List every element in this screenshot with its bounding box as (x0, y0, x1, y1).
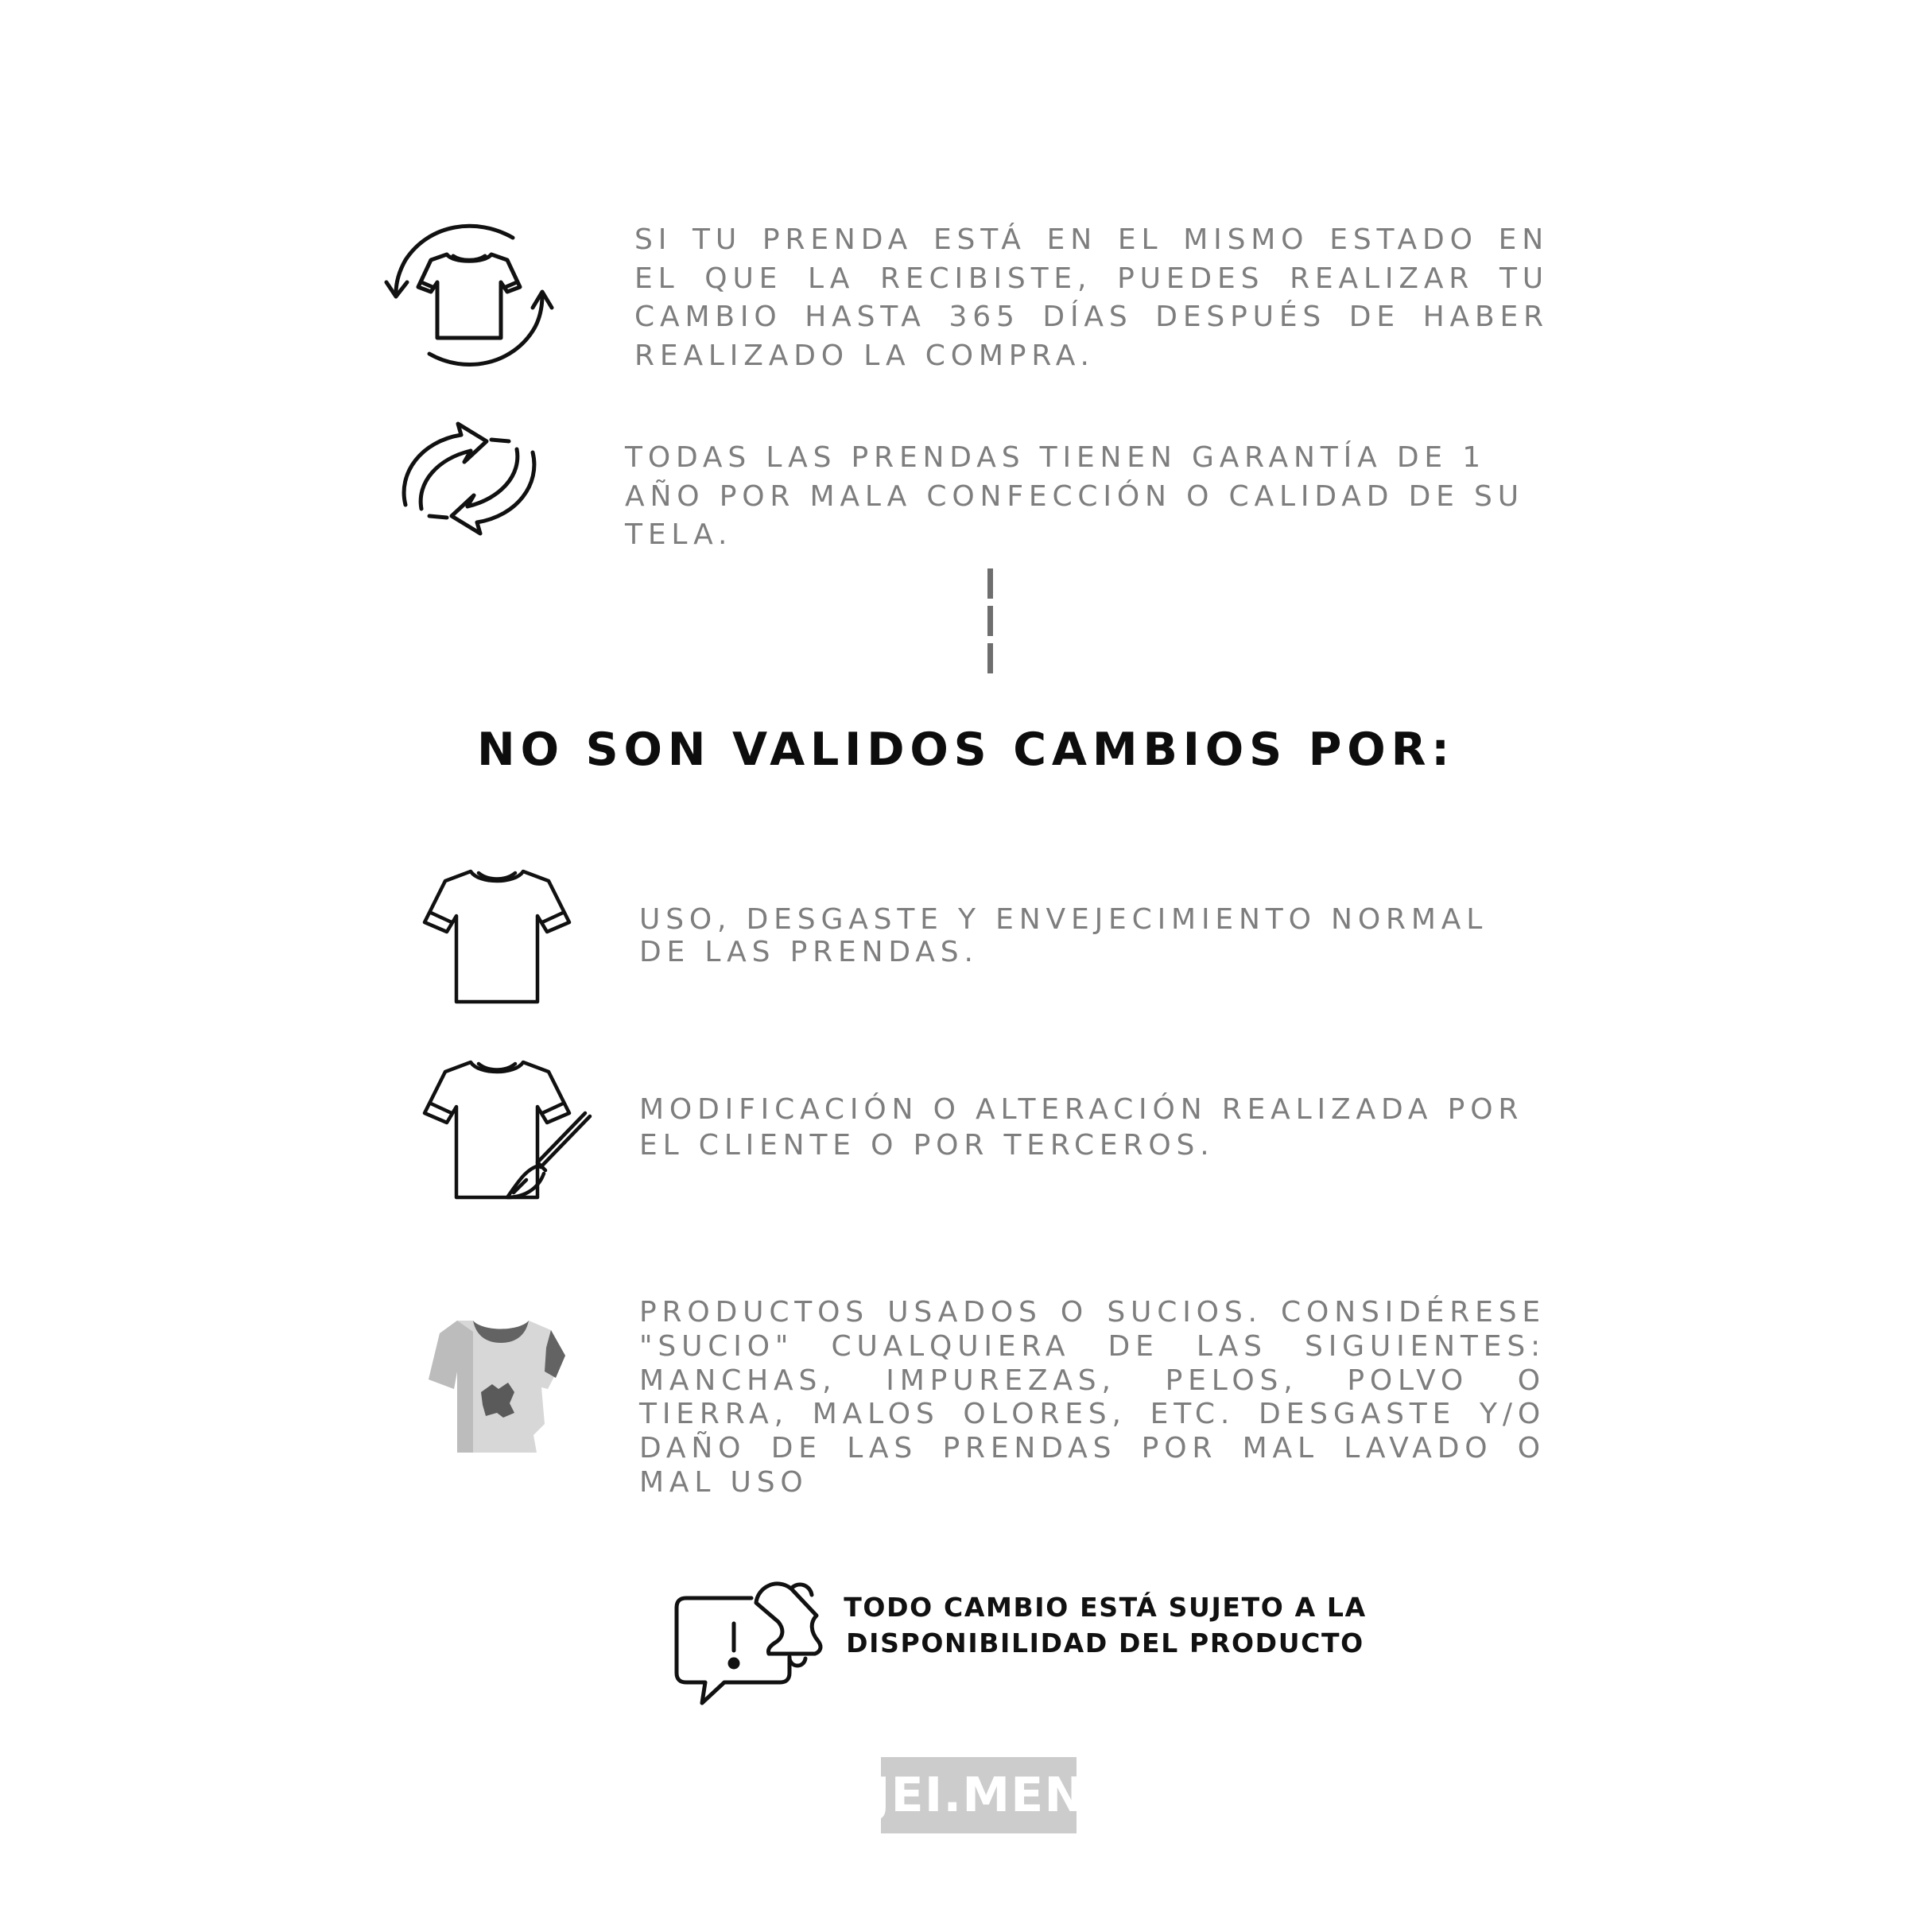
modification-text: MODIFICACIÓN O ALTERACIÓN REALIZADA POR EL CLIENTE O POR TERCEROS. (639, 1093, 1524, 1162)
exchange-period-text: SI TU PRENDA ESTÁ EN EL MISMO ESTADO EN EL QUE LA RECIBISTE, PUEDES REALIZAR TU CAMBIO HASTA 365 DÍAS DESPUÉS DE HABER REALIZADO LA COMPRA. (634, 223, 1549, 372)
tshirt-exchange-arrows-icon (382, 219, 557, 370)
divider-segment (987, 606, 993, 636)
warranty-text: TODAS LAS PRENDAS TIENEN GARANTÍA DE 1 AÑO POR MALA CONFECCIÓN O CALIDAD DE SU TELA. (625, 441, 1524, 552)
divider-segment (987, 568, 993, 599)
alert-bell-message-icon (672, 1574, 831, 1709)
normal-wear-text: USO, DESGASTE Y ENVEJECIMIENTO NORMAL DE LAS PRENDAS. (639, 903, 1488, 969)
page-heading: NO SON VALIDOS CAMBIOS POR: (477, 724, 1455, 776)
circular-arrows-icon (398, 417, 541, 537)
divider-segment (987, 643, 993, 673)
used-dirty-text: PRODUCTOS USADOS O SUCIOS. CONSIDÉRESE "SUCIO" CUALQUIERA DE LAS SIGUIENTES: MANCHAS, IMPUREZAS, PELOS, POLVO O TIERRA, MALOS OLORES, ETC. DESGASTE Y/O DAÑO DE LAS PRENDAS POR MAL LAVADO O MAL USO (639, 1296, 1546, 1499)
brand-logo (872, 1757, 1085, 1833)
brand-logo-text: JEI.MEN (872, 1767, 1085, 1823)
tshirt-paintbrush-icon (421, 1057, 596, 1208)
availability-notice: TODO CAMBIO ESTÁ SUJETO A LA DISPONIBILIDAD DEL PRODUCTO (844, 1592, 1367, 1658)
tshirt-icon (421, 867, 572, 1010)
stained-tshirt-icon (425, 1316, 584, 1455)
